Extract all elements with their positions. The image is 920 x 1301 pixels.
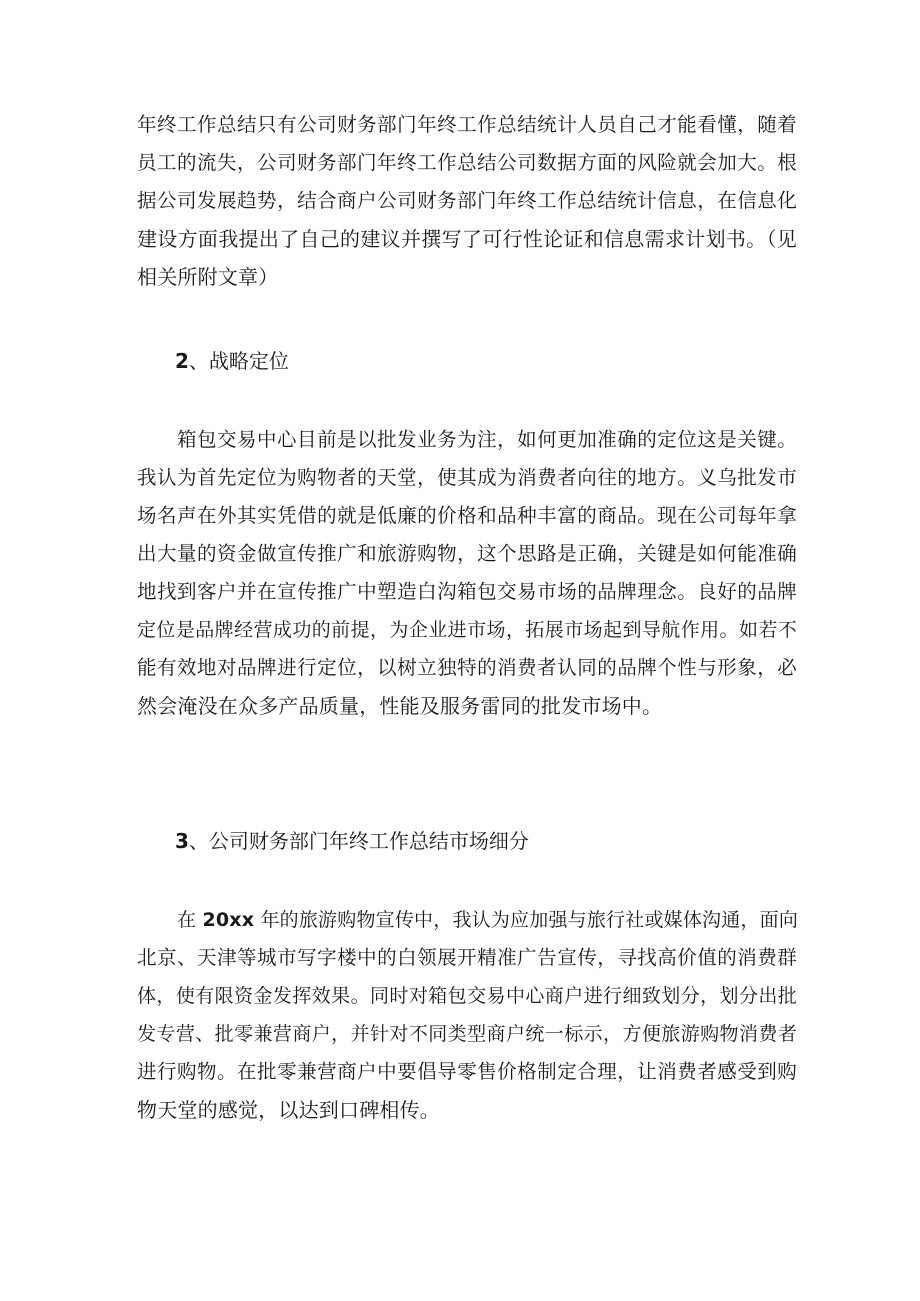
text-line: 场名声在外其实凭借的就是低廉的价格和品种丰富的商品。现在公司每年拿 — [137, 504, 797, 527]
section-title: 战略定位 — [208, 349, 289, 373]
section-heading-strategic-positioning — [175, 342, 289, 380]
section-title: 公司财务部门年终工作总结市场细分 — [208, 829, 529, 853]
text-line: 据公司发展趋势，结合商户公司财务部门年终工作总结统计信息，在信息化 — [137, 189, 797, 212]
text-line: 发专营、批零兼营商户，并针对不同类型商户统一标示，方便旅游购物消费者 — [137, 1023, 797, 1045]
text-fragment: 在 — [177, 909, 203, 931]
text-fragment: 年的旅游购物宣传中，我认为应加强与旅行社或媒体沟通，面向 — [254, 909, 799, 931]
text-line: 建设方面我提出了自己的建议并撰写了可行性论证和信息需求计划书。（见 — [137, 227, 797, 251]
text-line: 体，使有限资金发挥效果。同时对箱包交易中心商户进行细致划分，划分出批 — [137, 985, 797, 1007]
text-line: 相关所附文章） — [137, 265, 279, 289]
text-line: 能有效地对品牌进行定位，以树立独特的消费者认同的品牌个性与形象，必 — [137, 656, 797, 679]
year-text: 20xx — [202, 909, 255, 931]
text-line: 北京、天津等城市写字楼中的白领展开精准广告宣传，寻找高价值的消费群 — [137, 946, 797, 969]
section-separator: 、 — [188, 349, 209, 373]
section-number: 3 — [175, 829, 189, 853]
text-line: 出大量的资金做宣传推广和旅游购物，这个思路是正确，关键是如何能准确 — [137, 542, 797, 565]
text-line: 员工的流失，公司财务部门年终工作总结公司数据方面的风险就会加大。根 — [137, 151, 797, 174]
text-line — [137, 901, 797, 939]
text-line: 然会淹没在众多产品质量，性能及服务雷同的批发市场中。 — [137, 694, 663, 718]
section-heading-market-segmentation — [175, 822, 529, 860]
text-line: 地找到客户并在宣传推广中塑造白沟箱包交易市场的品牌理念。良好的品牌 — [137, 580, 797, 603]
section-separator: 、 — [188, 829, 209, 853]
text-line: 进行购物。在批零兼营商户中要倡导零售价格制定合理，让消费者感受到购 — [137, 1060, 797, 1083]
text-line: 物天堂的感觉，以达到口碑相传。 — [137, 1098, 440, 1122]
section-number: 2 — [175, 349, 189, 373]
paragraph-market-segmentation — [137, 901, 797, 1129]
text-line: 年终工作总结只有公司财务部门年终工作总结统计人员自己才能看懂，随着 — [137, 113, 797, 136]
paragraph-strategic-positioning — [137, 421, 797, 725]
paragraph-information-system — [137, 106, 797, 296]
text-line: 定位是品牌经营成功的前提，为企业进市场，拓展市场起到导航作用。如若不 — [137, 619, 797, 641]
text-line: 我认为首先定位为购物者的天堂，使其成为消费者向往的地方。义乌批发市 — [137, 466, 797, 489]
text-line: 箱包交易中心目前是以批发业务为注，如何更加准确的定位这是关键。 — [177, 428, 797, 451]
